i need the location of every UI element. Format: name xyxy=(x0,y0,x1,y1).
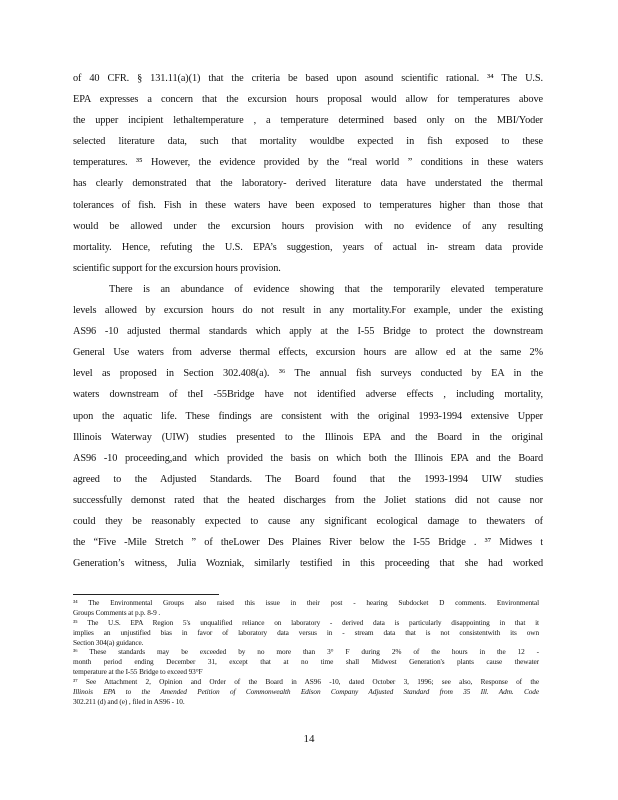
body-line: of 40 CFR. § 131.11(a)(1) that the criteria be based upon asound scientific rational. ³⁴ The U.S. xyxy=(73,73,543,84)
body-text xyxy=(73,68,543,574)
body-line: would be allowed under the excursion hours provision with no evidence of any resulting xyxy=(73,220,543,232)
footnote-divider xyxy=(73,594,219,595)
body-line: level as proposed in Section 302.408(a). ³⁶ The annual fish surveys conducted by EA in the xyxy=(73,368,543,380)
body-line: temperatures. ³⁵ However, the evidence provided by the “real world ” conditions in these waters xyxy=(73,157,543,169)
footnote-line: temperature at the I-55 Bridge to exceed 93°F xyxy=(73,667,203,677)
footnote-line: implies an unjustified bias in favor of laboratory data versus in - stream data that is not consistentwith its own xyxy=(73,627,539,637)
body-line: successfully demonst rated that the heated discharges from the Joliet stations did not cause nor xyxy=(73,494,543,506)
footnotes xyxy=(73,598,539,707)
body-line: could they be reasonably expected to cause any significant ecological damage to thewaters of xyxy=(73,515,543,527)
body-line: upon the aquatic life. These findings are consistent with the original 1993-1994 extensive Upper xyxy=(73,410,543,422)
body-line: agreed to the Adjusted Standards. The Board found that the 1993-1994 UIW studies xyxy=(73,473,543,485)
body-line: levels allowed by excursion hours do not result in any mortality.For example, under the existing xyxy=(73,305,543,317)
body-line: the “Five -Mile Stretch ” of theLower Des Plaines River below the I-55 Bridge . ³⁷ Midwes t xyxy=(73,537,543,549)
footnote-line: ³⁷ See Attachment 2, Opinion and Order of the Board in AS96 -10, dated October 3, 1996; see also, Response of the xyxy=(73,677,539,687)
footnote-line: Illinois EPA to the Amended Petition of Commonwealth Edison Company Adjusted Standard from 35 Ill. Adm. Code xyxy=(73,687,539,697)
body-line: AS96 -10 proceeding,and which provided the basis on which both the Illinois EPA and the Board xyxy=(73,452,543,464)
body-line: EPA expresses a concern that the excursion hours proposal would allow for temperatures above xyxy=(73,94,543,106)
footnote-line: Groups Comments at p.p. 8-9 . xyxy=(73,607,161,617)
body-line: Generation’s witness, Julia Wozniak, similarly testified in this proceeding that she had worked xyxy=(73,558,543,570)
body-line: General Use waters from adverse thermal effects, excursion hours are allow ed at the same 2% xyxy=(73,347,543,359)
footnote-line: 302.211 (d) and (e) , filed in AS96 - 10. xyxy=(73,696,185,706)
body-line: scientific support for the excursion hours provision. xyxy=(73,262,281,274)
body-line: the upper incipient lethaltemperature , a temperature determined based only on the MBI/Yoder xyxy=(73,115,543,127)
footnote-line: ³⁴ The Environmental Groups also raised this issue in their post - hearing Subdocket D comments. Environmental xyxy=(73,598,539,607)
body-line: There is an abundance of evidence showing that the temporarily elevated temperature xyxy=(109,283,543,295)
footnote-line: Section 304(a) guidance. xyxy=(73,637,144,647)
footnote-line: ³⁶ These standards may be exceeded by no more than 3° F during 2% of the hours in the 12 - xyxy=(73,647,539,657)
body-line: selected literature data, such that mortality wouldbe expected in fish exposed to these xyxy=(73,136,543,148)
page-number: 14 xyxy=(303,733,315,745)
body-line: AS96 -10 adjusted thermal standards which apply at the I-55 Bridge to protect the downstream xyxy=(73,326,543,338)
body-line: tolerances of fish. Fish in these waters have been exposed to temperatures higher than those that xyxy=(73,199,543,211)
body-line: waters downstream of theI -55Bridge have not identified adverse effects , including mortality, xyxy=(73,389,543,401)
body-line: Illinois Waterway (UIW) studies presented to the Illinois EPA and the Board in the original xyxy=(73,431,543,443)
body-line: mortality. Hence, refuting the U.S. EPA’s suggestion, years of actual in- stream data provide xyxy=(73,241,543,253)
body-line: has clearly demonstrated that the laboratory- derived literature data have understated the thermal xyxy=(73,178,543,190)
footnote-line: ³⁵ The U.S. EPA Region 5's unqualified reliance on laboratory - derived data is particularly disappointing in that it xyxy=(73,617,539,627)
footnote-line: month period ending December 31, except that at no time shall Midwest Generation's plants cause thewater xyxy=(73,657,539,667)
